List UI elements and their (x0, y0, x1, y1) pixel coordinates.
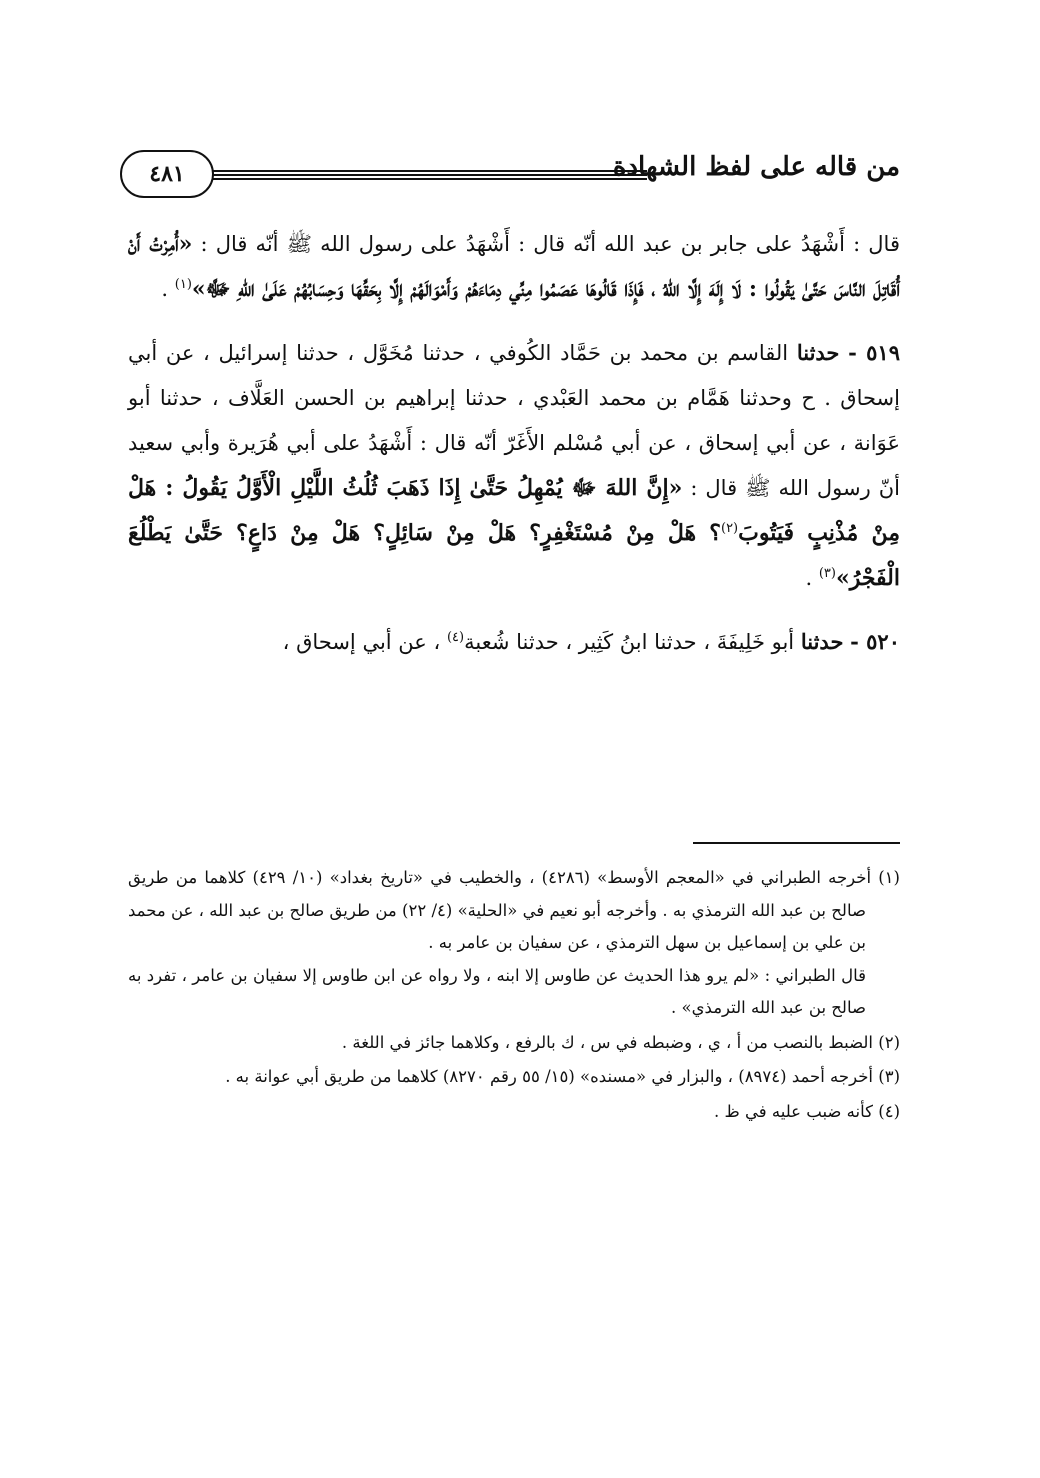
paragraph-1 (128, 222, 900, 312)
footnote-ref: (٣) (818, 566, 836, 581)
hadith-text-cont: ؟ هَلْ مِنْ مُسْتَغْفِرٍ؟ هَلْ مِنْ سَائِلٍ؟ هَلْ مِنْ دَاعٍ؟ حَتَّىٰ يَطْلُعَ الْفَجْرُ» (128, 520, 900, 591)
footnote-separator (693, 842, 900, 844)
running-header (120, 150, 900, 200)
hadith-number: ٥١٩ - (848, 340, 900, 365)
hadith-text: «إِنَّ اللهَ ﷻ يُمْهِلُ حَتَّىٰ إِذَا ذَهَبَ ثُلُثُ اللَّيْلِ الْأَوَّلُ يَقُولُ : هَلْ مِنْ مُذْنِبٍ فَيَتُوبَ (128, 475, 900, 546)
footnote-text: الضبط بالنصب من أ ، ي ، وضبطه في س ، ك بالرفع ، وكلاهما جائز في اللغة . (341, 1032, 873, 1052)
footnote-text: كأنه ضبب عليه في ظ . (713, 1101, 873, 1121)
footnote-3 (128, 1061, 900, 1094)
header-rule (212, 170, 647, 180)
footnote-ref: (٤) (446, 630, 465, 645)
hadith-519 (128, 330, 900, 601)
footnote-label: (٤) (878, 1101, 900, 1121)
paragraph-end: . (805, 566, 819, 590)
isnad-text: القاسم بن محمد بن حَمَّاد الكُوفي ، حدثنا مُخَوَّل ، حدثنا إسرائيل ، عن أبي إسحاق . ح وحدثنا هَمَّام بن محمد العَبْدي ، حدثنا إبراهيم بن الحسن العَلَّاف ، حدثنا أبو عَوَانة ، عن أبي إسحاق ، عن أبي مُسْلم الأَغَرّ أنّه قال : أَشْهَدُ على أبي هُرَيرة وأبي سعيد أنّ رسول الله ﷺ قال : (128, 341, 900, 500)
isnad-text: أبو خَلِيفَةَ ، حدثنا ابنُ كَثِير ، حدثنا شُعبة (464, 630, 795, 654)
footnote-text: أخرجه أحمد (٨٩٧٤) ، والبزار في «مسنده» (١٥/ ٥٥ رقم ٨٢٧٠) كلاهما من طريق أبي عوانة به . (225, 1067, 873, 1086)
footnote-label: (٣) (878, 1067, 900, 1086)
isnad-text-cont: ، عن أبي إسحاق ، (282, 630, 447, 654)
footnote-ref: (١) (174, 277, 192, 292)
footnote-text: قال الطبراني : «لم يرو هذا الحديث عن طاوس إلا ابنه ، ولا رواه عن ابن طاوس إلا سفيان بن عامر ، تفرد به صالح بن عبد الله الترمذي» . (128, 965, 866, 1017)
footnote-ref: (٢) (720, 521, 739, 536)
page-number: ٤٨١ (120, 150, 214, 198)
hadith-520 (128, 619, 900, 665)
hadith-number: ٥٢٠ - (850, 629, 900, 654)
hadith-text: «أُمِرْتُ أَنْ أُقَاتِلَ النَّاسَ حَتَّىٰ يَقُولُوا : لَا إِلَهَ إِلَّا اللهُ ، فَإِذَا قَالُوهَا عَصَمُوا مِنِّي دِمَاءَهُمْ وَأَمْوَالَهُمْ إِلَّا بِحَقِّهَا وَحِسَابُهُمْ عَلَىٰ اللهِ ﷻ» (128, 231, 900, 302)
footnotes (128, 862, 900, 1130)
isnad-lead: حدثنا (796, 340, 840, 365)
footnote-text: أخرجه الطبراني في «المعجم الأوسط» (٤٢٨٦) ، والخطيب في «تاريخ بغداد» (١٠/ ٤٢٩) كلاهما من طريق صالح بن عبد الله الترمذي به . وأخرجه أبو نعيم في «الحلية» (٤/ ٢٢) من طريق صالح بن عبد الله ، عن محمد بن علي بن إسماعيل بن سهل الترمذي ، عن سفيان بن عامر به . (128, 868, 872, 952)
isnad-lead: حدثنا (800, 629, 844, 654)
narration-text: قال : أَشْهَدُ على جابر بن عبد الله أنّه قال : أَشْهَدُ على رسول الله ﷺ أنّه قال : (200, 232, 900, 256)
footnote-label: (١) (878, 868, 900, 887)
footnote-1 (128, 862, 900, 1025)
footnote-4 (128, 1096, 900, 1129)
paragraph-end: . (161, 277, 175, 301)
footnote-2 (128, 1027, 900, 1060)
chapter-title: من قاله على لفظ الشهادة (612, 152, 900, 182)
footnote-label: (٢) (878, 1032, 900, 1052)
main-text (128, 222, 900, 683)
